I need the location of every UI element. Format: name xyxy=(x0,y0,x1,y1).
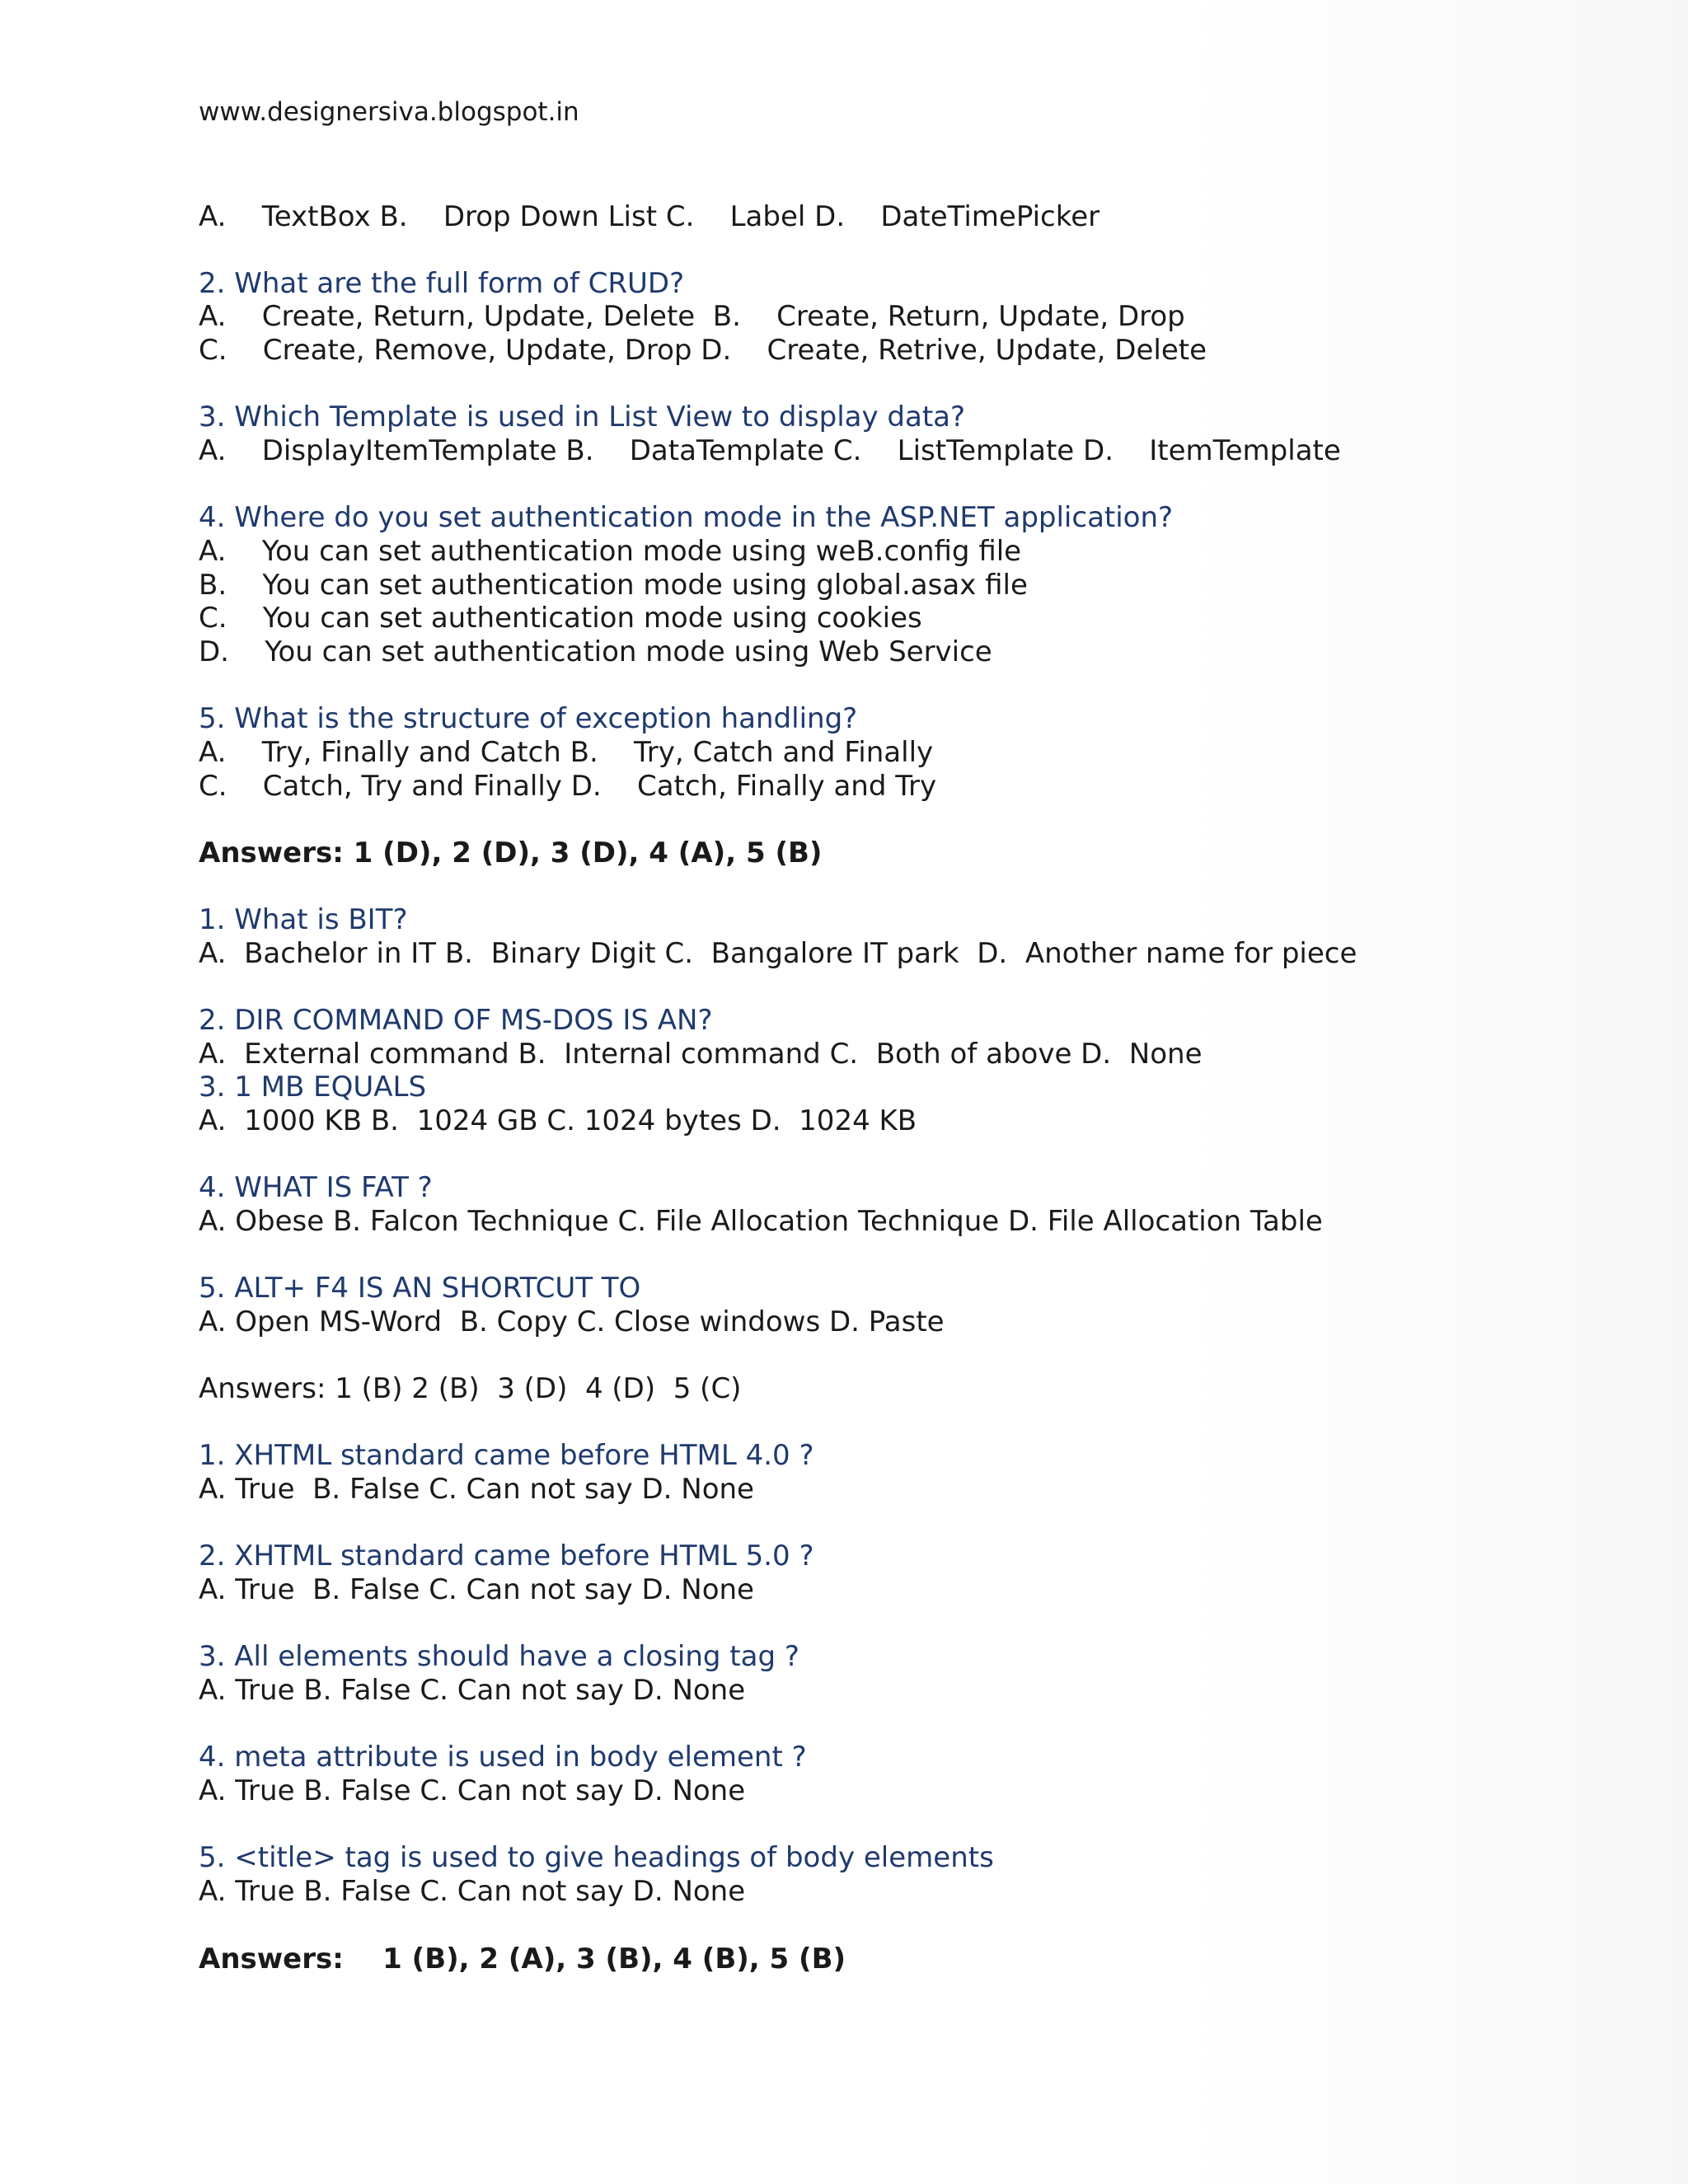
options-dir-command: A. External command B. Internal command C. Both of above D. None xyxy=(199,1038,1203,1071)
options-xhtml-html4: A. True B. False C. Can not say D. None xyxy=(199,1473,754,1506)
question-exception-handling: 5. What is the structure of exception handling? xyxy=(199,702,858,735)
option-auth-d: D. You can set authentication mode using Web Service xyxy=(199,635,992,668)
options-meta-attribute: A. True B. False C. Can not say D. None xyxy=(199,1774,746,1807)
options-alt-f4: A. Open MS-Word B. Copy C. Close windows D. Paste xyxy=(199,1305,945,1338)
question-authentication-mode: 4. Where do you set authentication mode in the ASP.NET application? xyxy=(199,501,1174,534)
answers-section-1: Answers: 1 (D), 2 (D), 3 (D), 4 (A), 5 (B) xyxy=(199,837,823,869)
question-listview-template: 3. Which Template is used in List View to display data? xyxy=(199,401,966,434)
options-listview-template: A. DisplayItemTemplate B. DataTemplate C. ListTemplate D. ItemTemplate xyxy=(199,434,1341,467)
options-exception-cd: C. Catch, Try and Finally D. Catch, Finally and Try xyxy=(199,770,937,803)
site-url-header: www.designersiva.blogspot.in xyxy=(199,97,579,127)
question-alt-f4: 5. ALT+ F4 IS AN SHORTCUT TO xyxy=(199,1272,641,1305)
options-closing-tag: A. True B. False C. Can not say D. None xyxy=(199,1674,746,1707)
option-auth-a: A. You can set authentication mode using weB.config file xyxy=(199,535,1022,568)
question-xhtml-html5: 2. XHTML standard came before HTML 5.0 ? xyxy=(199,1540,814,1572)
question-fat: 4. WHAT IS FAT ? xyxy=(199,1171,433,1204)
options-xhtml-html5: A. True B. False C. Can not say D. None xyxy=(199,1573,754,1606)
q1-options: A. TextBox B. Drop Down List C. Label D. DateTimePicker xyxy=(199,200,1100,233)
question-dir-command: 2. DIR COMMAND OF MS-DOS IS AN? xyxy=(199,1004,713,1037)
answers-section-3: Answers: 1 (B), 2 (A), 3 (B), 4 (B), 5 (B) xyxy=(199,1943,846,1975)
options-bit: A. Bachelor in IT B. Binary Digit C. Bangalore IT park D. Another name for piece xyxy=(199,937,1357,970)
option-auth-b: B. You can set authentication mode using global.asax file xyxy=(199,569,1028,602)
question-meta-attribute: 4. meta attribute is used in body element ? xyxy=(199,1741,807,1774)
option-auth-c: C. You can set authentication mode using cookies xyxy=(199,602,922,635)
question-title-tag: 5. <title> tag is used to give headings of body elements xyxy=(199,1841,994,1874)
options-crud-cd: C. Create, Remove, Update, Drop D. Create, Retrive, Update, Delete xyxy=(199,334,1207,367)
question-1mb: 3. 1 MB EQUALS xyxy=(199,1071,427,1104)
options-title-tag: A. True B. False C. Can not say D. None xyxy=(199,1875,746,1908)
options-fat: A. Obese B. Falcon Technique C. File Allocation Technique D. File Allocation Table xyxy=(199,1205,1323,1238)
question-bit: 1. What is BIT? xyxy=(199,903,408,936)
options-exception-ab: A. Try, Finally and Catch B. Try, Catch and Finally xyxy=(199,736,934,769)
question-crud: 2. What are the full form of CRUD? xyxy=(199,267,685,300)
question-xhtml-html4: 1. XHTML standard came before HTML 4.0 ? xyxy=(199,1439,814,1472)
options-crud-ab: A. Create, Return, Update, Delete B. Create, Return, Update, Drop xyxy=(199,300,1185,333)
question-closing-tag: 3. All elements should have a closing tag ? xyxy=(199,1640,799,1673)
answers-section-2: Answers: 1 (B) 2 (B) 3 (D) 4 (D) 5 (C) xyxy=(199,1372,742,1405)
options-1mb: A. 1000 KB B. 1024 GB C. 1024 bytes D. 1024 KB xyxy=(199,1104,917,1137)
